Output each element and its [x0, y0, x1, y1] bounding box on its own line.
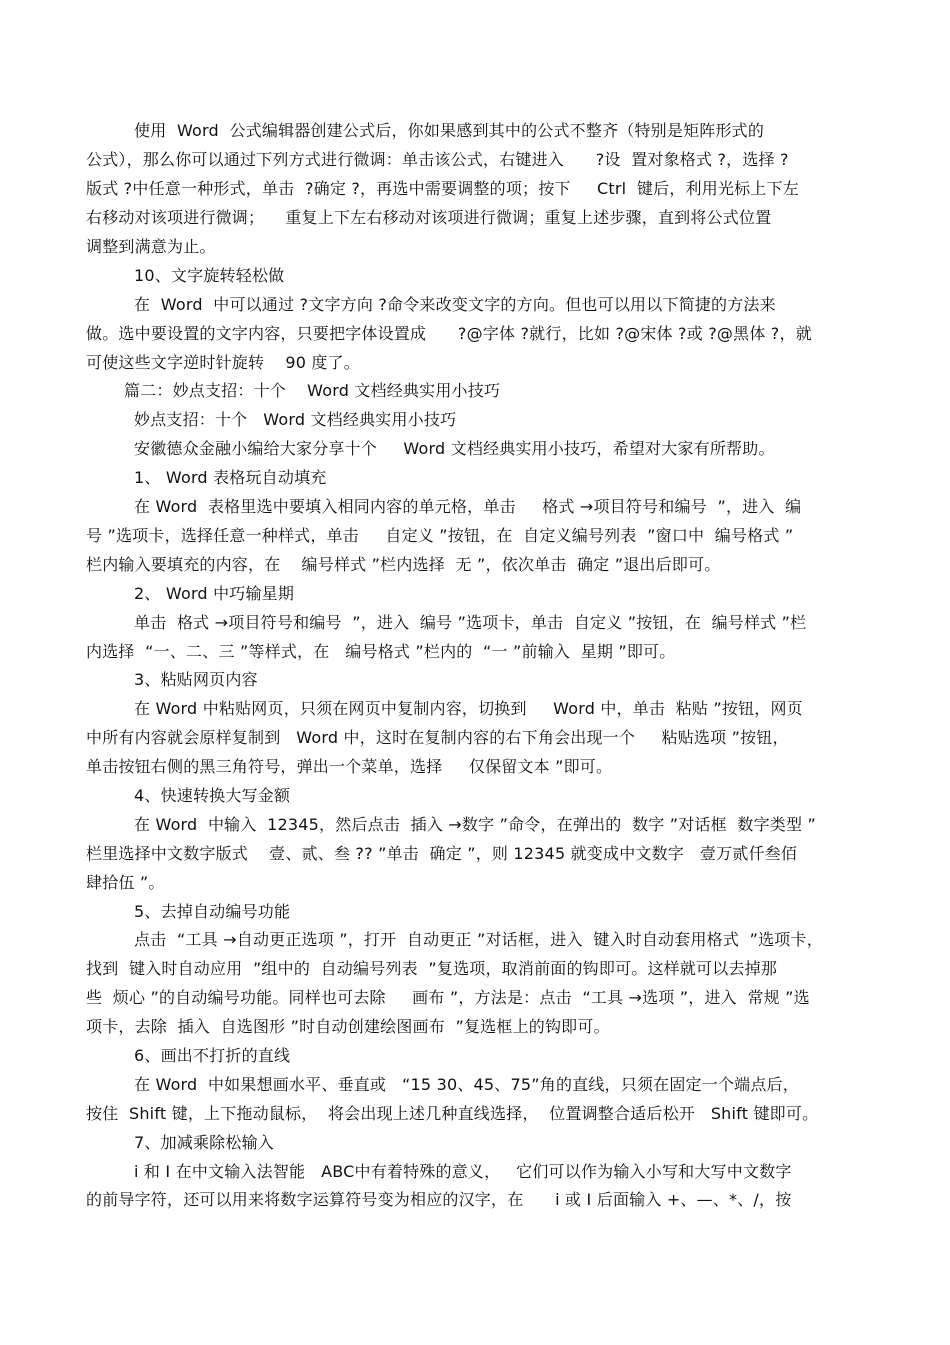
section-heading: 1、 Word 表格玩自动填充	[134, 468, 327, 487]
paragraph-line: 些 烦心 ”的自动编号功能。同样也可去除 画布 ”，方法是：点击 “工具 →选项 ”，进入 常规 ”选	[86, 988, 810, 1007]
paragraph-line: 公式），那么你可以通过下列方式进行微调：单击该公式，右键进入 ?设 置对象格式 ?，选择 ?	[86, 150, 789, 169]
paragraph-line: 可使这些文字逆时针旋转 90 度了。	[86, 353, 360, 372]
paragraph-line: 单击按钮右侧的黑三角符号，弹出一个菜单，选择 仅保留文本 ”即可。	[86, 757, 613, 776]
paragraph-line: 做。选中要设置的文字内容，只要把字体设置成 ?@字体 ?就行，比如 ?@宋体 ?或 ?@黑体 ?，就	[86, 324, 812, 343]
paragraph-line: 项卡，去除 插入 自选图形 ”时自动创建绘图画布 ”复选框上的钩即可。	[86, 1017, 610, 1036]
article-subtitle: 妙点支招：十个 Word 文档经典实用小技巧	[134, 410, 457, 429]
paragraph-line: 肆拾伍 ”。	[86, 873, 165, 892]
paragraph-line: 的前导字符，还可以用来将数字运算符号变为相应的汉字，在 i 或 I 后面输入 +、—、*、/，按	[86, 1190, 792, 1209]
section-heading: 7、加减乘除松输入	[134, 1133, 274, 1152]
paragraph-line: 号 ”选项卡，选择任意一种样式，单击 自定义 ”按钮，在 自定义编号列表 ”窗口中 编号格式 ”	[86, 526, 794, 545]
paragraph-line: 点击 “工具 →自动更正选项 ”，打开 自动更正 ”对话框，进入 键入时自动套用格式 ”选项卡，	[134, 930, 823, 949]
paragraph-line: 在 Word 表格里选中要填入相同内容的单元格，单击 格式 →项目符号和编号 ”，进入 编	[134, 497, 802, 516]
section-heading: 10、文字旋转轻松做	[134, 266, 285, 285]
paragraph-line: 使用 Word 公式编辑器创建公式后，你如果感到其中的公式不整齐（特别是矩阵形式的	[134, 121, 765, 140]
paragraph-line: 内选择 “一、二、三 ”等样式，在 编号格式 ”栏内的 “一 ”前输入 星期 ”即可。	[86, 642, 676, 661]
paragraph-line: 在 Word 中输入 12345，然后点击 插入 →数字 ”命令，在弹出的 数字 ”对话框 数字类型 ”	[134, 815, 816, 834]
section-heading: 4、快速转换大写金额	[134, 786, 291, 805]
section-heading: 5、去掉自动编号功能	[134, 902, 291, 921]
paragraph-line: 找到 键入时自动应用 ”组中的 自动编号列表 ”复选项，取消前面的钩即可。这样就可以去掉那	[86, 959, 778, 978]
paragraph-line: 栏内输入要填充的内容，在 编号样式 ”栏内选择 无 ”，依次单击 确定 ”退出后即可。	[86, 555, 721, 574]
section-heading: 3、粘贴网页内容	[134, 670, 258, 689]
paragraph-line: 中所有内容就会原样复制到 Word 中，这时在复制内容的右下角会出现一个 粘贴选项 ”按钮，	[86, 728, 789, 747]
paragraph-line: 版式 ?中任意一种形式，单击 ?确定 ?，再选中需要调整的项；按下 Ctrl 键后，利用光标上下左	[86, 179, 799, 198]
paragraph-line: 调整到满意为止。	[86, 237, 216, 256]
paragraph-line: 在 Word 中粘贴网页，只须在网页中复制内容，切换到 Word 中，单击 粘贴 ”按钮，网页	[134, 699, 803, 718]
section-heading: 2、 Word 中巧输星期	[134, 584, 295, 603]
section-heading: 6、画出不打折的直线	[134, 1046, 291, 1065]
paragraph-line: 按住 Shift 键，上下拖动鼠标， 将会出现上述几种直线选择， 位置调整合适后松开 Shift 键即可。	[86, 1104, 819, 1123]
paragraph-line: 在 Word 中可以通过 ?文字方向 ?命令来改变文字的方向。但也可以用以下简捷的方法来	[134, 295, 776, 314]
paragraph-line: 安徽德众金融小编给大家分享十个 Word 文档经典实用小技巧，希望对大家有所帮助。	[134, 439, 775, 458]
paragraph-line: 栏里选择中文数字版式 壹、贰、叁 ?? ”单击 确定 ”，则 12345 就变成中文数字 壹万贰仟叁佰	[86, 844, 798, 863]
paragraph-line: 单击 格式 →项目符号和编号 ”，进入 编号 ”选项卡，单击 自定义 ”按钮，在 编号样式 ”栏	[134, 613, 807, 632]
paragraph-line: 右移动对该项进行微调； 重复上下左右移动对该项进行微调；重复上述步骤，直到将公式位置	[86, 208, 772, 227]
paragraph-line: 在 Word 中如果想画水平、垂直或 “15 30、45、75”角的直线，只须在固定一个端点后，	[134, 1075, 799, 1094]
article-title: 篇二：妙点支招：十个 Word 文档经典实用小技巧	[124, 381, 501, 400]
paragraph-line: i 和 I 在中文输入法智能 ABC中有着特殊的意义， 它们可以作为输入小写和大写中文数字	[134, 1162, 792, 1181]
